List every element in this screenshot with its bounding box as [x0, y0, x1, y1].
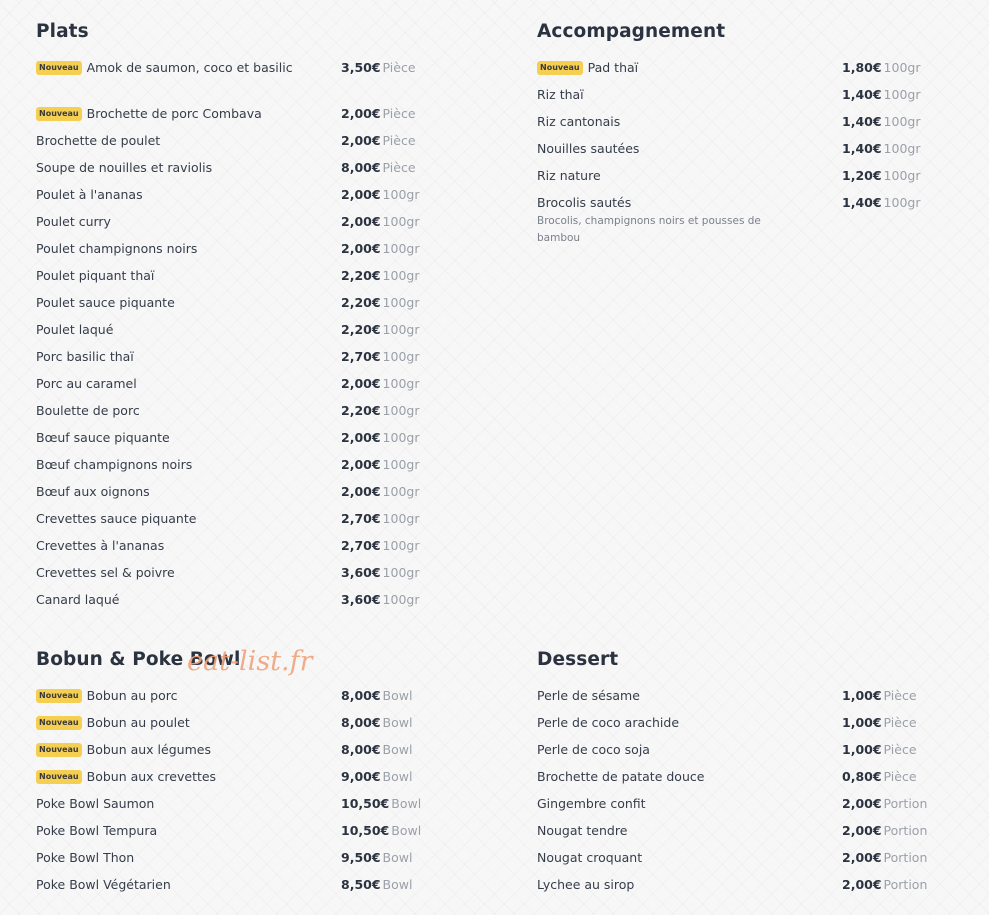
- price-unit: 100gr: [883, 114, 921, 129]
- menu-item-price: [341, 374, 419, 394]
- bobun-section: [36, 649, 422, 892]
- price-amount: 2,00€: [341, 457, 381, 472]
- menu-item-name: Poke Bowl Thon: [36, 850, 135, 865]
- menu-item: [36, 563, 421, 590]
- menu-item-name: Bobun aux légumes: [86, 742, 211, 757]
- menu-item-price: [341, 875, 412, 895]
- price-unit: 100gr: [382, 457, 420, 472]
- price-amount: 8,00€: [341, 688, 381, 703]
- new-badge: Nouveau: [36, 743, 82, 757]
- price-amount: 8,00€: [341, 715, 381, 730]
- menu-item-name: Perle de coco soja: [537, 742, 650, 757]
- price-amount: 1,00€: [842, 688, 882, 703]
- price-amount: 10,50€: [341, 796, 390, 811]
- menu-item-price: [341, 590, 419, 610]
- menu-item-price: [842, 821, 927, 841]
- menu-item-name: Porc basilic thaï: [36, 349, 134, 364]
- menu-item-price: [341, 347, 419, 367]
- menu-item-price: [842, 166, 920, 186]
- menu-item-info: [537, 166, 827, 186]
- menu-item-name: Nouilles sautées: [537, 141, 640, 156]
- menu-item: [36, 536, 421, 563]
- menu-item-name: Nougat croquant: [537, 850, 643, 865]
- menu-item-price: [341, 131, 416, 151]
- menu-item: [537, 166, 922, 193]
- menu-item: [36, 266, 421, 293]
- menu-item: [36, 58, 421, 104]
- menu-item-info: [36, 848, 326, 868]
- menu-item: [36, 848, 421, 875]
- menu-item-name: Poulet à l'ananas: [36, 187, 143, 202]
- menu-item-info: [36, 767, 326, 787]
- price-amount: 3,60€: [341, 592, 381, 607]
- menu-item-info: [36, 794, 326, 814]
- menu-item: [36, 320, 421, 347]
- menu-item: [36, 239, 421, 266]
- price-unit: 100gr: [883, 87, 921, 102]
- price-amount: 3,50€: [341, 60, 381, 75]
- menu-item-price: [842, 139, 920, 159]
- menu-item: [36, 428, 421, 455]
- price-unit: Pièce: [382, 160, 416, 175]
- menu-item: [537, 767, 922, 794]
- menu-item-name: Amok de saumon, coco et basilic: [86, 60, 293, 75]
- price-amount: 2,20€: [341, 268, 381, 283]
- price-amount: 2,00€: [341, 133, 381, 148]
- menu-item: [36, 347, 421, 374]
- menu-item: [36, 794, 421, 821]
- menu-item-name: Bœuf sauce piquante: [36, 430, 170, 445]
- menu-item: [36, 185, 421, 212]
- menu-item-info: [36, 266, 326, 286]
- menu-item-price: [842, 767, 917, 787]
- price-unit: Portion: [883, 823, 928, 838]
- price-amount: 8,50€: [341, 877, 381, 892]
- price-unit: 100gr: [883, 60, 921, 75]
- price-amount: 1,40€: [842, 141, 882, 156]
- menu-item-name: Brochette de porc Combava: [86, 106, 262, 121]
- menu-item-name: Crevettes sauce piquante: [36, 511, 197, 526]
- menu-item: [36, 293, 421, 320]
- price-unit: Bowl: [382, 877, 413, 892]
- price-amount: 1,80€: [842, 60, 882, 75]
- menu-item-info: [36, 104, 326, 124]
- price-unit: Pièce: [883, 742, 917, 757]
- menu-item-info: [36, 320, 326, 340]
- menu-item-price: [341, 58, 416, 78]
- accompagnement-section: [537, 21, 922, 244]
- menu-item-price: [341, 536, 419, 556]
- menu-item-info: [537, 193, 827, 247]
- price-amount: 2,70€: [341, 511, 381, 526]
- menu-item-info: [537, 875, 827, 895]
- menu-item-price: [341, 104, 416, 124]
- menu-item-info: [36, 428, 326, 448]
- menu-item-info: [36, 374, 326, 394]
- price-amount: 0,80€: [842, 769, 882, 784]
- menu-item: [537, 713, 922, 740]
- price-amount: 2,00€: [842, 850, 882, 865]
- price-amount: 9,00€: [341, 769, 381, 784]
- price-amount: 2,00€: [842, 823, 882, 838]
- accompagnement-list: [537, 58, 922, 247]
- plats-section: [36, 21, 421, 607]
- menu-item-info: [36, 239, 326, 259]
- price-amount: 3,60€: [341, 565, 381, 580]
- menu-item-price: [341, 428, 419, 448]
- plats-title: Plats: [36, 21, 89, 42]
- menu-item: [537, 821, 928, 848]
- menu-item-name: Poulet curry: [36, 214, 111, 229]
- menu-item-info: [36, 455, 326, 475]
- menu-item: [36, 212, 421, 239]
- menu-item-name: Porc au caramel: [36, 376, 137, 391]
- menu-item-info: [36, 590, 326, 610]
- price-unit: Bowl: [382, 769, 413, 784]
- menu-item-price: [842, 686, 917, 706]
- menu-item-price: [842, 794, 927, 814]
- menu-item-info: [537, 767, 827, 787]
- price-unit: Bowl: [391, 796, 422, 811]
- price-unit: 100gr: [382, 538, 420, 553]
- price-unit: 100gr: [883, 141, 921, 156]
- menu-item: [36, 104, 421, 131]
- menu-item-price: [341, 185, 419, 205]
- price-amount: 2,20€: [341, 295, 381, 310]
- menu-item-info: [537, 686, 827, 706]
- accompagnement-title: Accompagnement: [537, 21, 726, 42]
- menu-item: [36, 821, 421, 848]
- menu-item-name: Poulet sauce piquante: [36, 295, 175, 310]
- menu-item-info: [36, 740, 326, 760]
- new-badge: Nouveau: [36, 61, 82, 75]
- price-amount: 9,50€: [341, 850, 381, 865]
- price-amount: 2,00€: [341, 484, 381, 499]
- menu-item: [36, 767, 421, 794]
- menu-item-name: Riz cantonais: [537, 114, 621, 129]
- price-amount: 10,50€: [341, 823, 390, 838]
- menu-item: [36, 374, 421, 401]
- bobun-list: [36, 686, 421, 902]
- menu-item-info: [36, 482, 326, 502]
- menu-item-info: [36, 536, 326, 556]
- price-amount: 1,40€: [842, 195, 882, 210]
- price-unit: Portion: [883, 877, 928, 892]
- price-unit: Bowl: [382, 850, 413, 865]
- menu-item-name: Bobun aux crevettes: [86, 769, 217, 784]
- menu-item-price: [842, 875, 927, 895]
- price-unit: Pièce: [883, 769, 917, 784]
- price-unit: Pièce: [883, 688, 917, 703]
- price-unit: 100gr: [382, 241, 420, 256]
- price-unit: 100gr: [382, 565, 420, 580]
- menu-item: [537, 686, 922, 713]
- menu-item-info: [537, 139, 827, 159]
- menu-item-price: [842, 85, 920, 105]
- dessert-section: [537, 649, 928, 892]
- price-unit: Pièce: [883, 715, 917, 730]
- price-unit: 100gr: [382, 187, 420, 202]
- menu-item-price: [341, 794, 421, 814]
- menu-item: [537, 85, 922, 112]
- menu-item: [537, 794, 928, 821]
- price-unit: 100gr: [382, 214, 420, 229]
- menu-item-price: [341, 563, 419, 583]
- price-amount: 2,00€: [341, 106, 381, 121]
- menu-item-name: Pad thaï: [587, 60, 639, 75]
- menu-item-price: [341, 320, 419, 340]
- menu-item-name: Crevettes sel & poivre: [36, 565, 175, 580]
- menu-item-name: Boulette de porc: [36, 403, 140, 418]
- menu-item-name: Brochette de patate douce: [537, 769, 705, 784]
- menu-item-info: [36, 185, 326, 205]
- menu-item-info: [537, 740, 827, 760]
- menu-item-price: [341, 293, 419, 313]
- price-unit: 100gr: [382, 322, 420, 337]
- menu-item-name: Brochette de poulet: [36, 133, 161, 148]
- price-unit: 100gr: [382, 484, 420, 499]
- price-unit: Portion: [883, 850, 928, 865]
- menu-item-info: [537, 713, 827, 733]
- new-badge: Nouveau: [36, 689, 82, 703]
- menu-item: [36, 509, 421, 536]
- menu-item-name: Bobun au poulet: [86, 715, 190, 730]
- price-unit: 100gr: [382, 376, 420, 391]
- price-amount: 1,40€: [842, 114, 882, 129]
- price-amount: 2,70€: [341, 349, 381, 364]
- menu-item: [36, 158, 421, 185]
- menu-item: [537, 139, 922, 166]
- menu-item-price: [842, 848, 927, 868]
- menu-item-name: Brocolis sautés: [537, 195, 632, 210]
- menu-item-info: [36, 131, 326, 151]
- menu-item-info: [36, 401, 326, 421]
- menu-item: [36, 131, 421, 158]
- menu-item-price: [842, 713, 917, 733]
- menu-item-name: Poke Bowl Saumon: [36, 796, 155, 811]
- menu-item-name: Poulet laqué: [36, 322, 114, 337]
- price-unit: 100gr: [382, 349, 420, 364]
- menu-item-name: Crevettes à l'ananas: [36, 538, 165, 553]
- menu-item-price: [341, 821, 421, 841]
- menu-item-name: Gingembre confit: [537, 796, 646, 811]
- menu-item-info: [36, 563, 326, 583]
- menu-item-info: [36, 212, 326, 232]
- menu-item-price: [341, 848, 412, 868]
- dessert-title: Dessert: [537, 649, 619, 670]
- menu-item: [537, 112, 922, 139]
- menu-item: [537, 875, 928, 902]
- menu-item-name: Poulet champignons noirs: [36, 241, 198, 256]
- price-unit: Bowl: [382, 688, 413, 703]
- price-amount: 2,00€: [341, 241, 381, 256]
- price-unit: 100gr: [883, 195, 921, 210]
- watermark-logo: eat-list.fr: [187, 646, 313, 677]
- price-unit: 100gr: [382, 268, 420, 283]
- menu-item-name: Poke Bowl Tempura: [36, 823, 158, 838]
- price-amount: 2,00€: [341, 187, 381, 202]
- menu-item: [537, 740, 922, 767]
- menu-item-price: [341, 482, 419, 502]
- price-unit: 100gr: [382, 592, 420, 607]
- menu-item-info: [36, 158, 326, 178]
- menu-item: [537, 193, 922, 247]
- price-amount: 2,20€: [341, 403, 381, 418]
- price-amount: 2,70€: [341, 538, 381, 553]
- menu-item-name: Lychee au sirop: [537, 877, 635, 892]
- price-amount: 1,00€: [842, 715, 882, 730]
- menu-item-price: [341, 158, 416, 178]
- price-unit: Pièce: [382, 133, 416, 148]
- menu-item-price: [341, 212, 419, 232]
- menu-item: [36, 713, 421, 740]
- menu-item-name: Bobun au porc: [86, 688, 178, 703]
- menu-item: [36, 740, 421, 767]
- menu-item-name: Riz nature: [537, 168, 601, 183]
- menu-item: [36, 875, 421, 902]
- new-badge: Nouveau: [537, 61, 583, 75]
- price-amount: 2,00€: [842, 877, 882, 892]
- menu-item: [36, 590, 421, 617]
- menu-item-info: [537, 58, 827, 78]
- menu-item-name: Riz thaï: [537, 87, 584, 102]
- menu-item-info: [36, 509, 326, 529]
- menu-item-name: Bœuf aux oignons: [36, 484, 150, 499]
- menu-item-info: [537, 821, 827, 841]
- menu-item-price: [842, 112, 920, 132]
- price-amount: 1,00€: [842, 742, 882, 757]
- new-badge: Nouveau: [36, 770, 82, 784]
- menu-item-price: [842, 58, 920, 78]
- menu-item-price: [341, 767, 412, 787]
- menu-item-price: [341, 509, 419, 529]
- menu-item-price: [341, 713, 412, 733]
- menu-item-price: [341, 266, 419, 286]
- menu-item: [537, 58, 922, 85]
- price-unit: Bowl: [382, 742, 413, 757]
- menu-item-info: [36, 58, 326, 78]
- menu-item-info: [537, 112, 827, 132]
- menu-item-price: [341, 740, 412, 760]
- menu-item-name: Poke Bowl Végétarien: [36, 877, 171, 892]
- menu-item: [36, 455, 421, 482]
- menu-item-price: [842, 193, 920, 213]
- menu-item-price: [341, 239, 419, 259]
- price-unit: 100gr: [382, 430, 420, 445]
- menu-item-price: [341, 455, 419, 475]
- menu-item-info: [36, 293, 326, 313]
- menu-item-name: Nougat tendre: [537, 823, 628, 838]
- menu-item: [537, 848, 928, 875]
- menu-item-info: [36, 875, 326, 895]
- new-badge: Nouveau: [36, 107, 82, 121]
- menu-item-info: [36, 713, 326, 733]
- price-amount: 1,20€: [842, 168, 882, 183]
- price-unit: Bowl: [382, 715, 413, 730]
- menu-item: [36, 686, 421, 713]
- menu-item: [36, 401, 421, 428]
- price-unit: Pièce: [382, 60, 416, 75]
- price-unit: Portion: [883, 796, 928, 811]
- price-amount: 2,20€: [341, 322, 381, 337]
- menu-item-name: Perle de coco arachide: [537, 715, 680, 730]
- menu-item-info: [537, 848, 827, 868]
- price-unit: 100gr: [883, 168, 921, 183]
- bobun-title: Bobun & Poke Bowl: [36, 649, 241, 670]
- price-amount: 1,40€: [842, 87, 882, 102]
- price-amount: 2,00€: [341, 430, 381, 445]
- menu-item-name: Canard laqué: [36, 592, 120, 607]
- price-unit: Pièce: [382, 106, 416, 121]
- plats-list: [36, 58, 421, 617]
- menu-item-info: [36, 347, 326, 367]
- price-unit: 100gr: [382, 511, 420, 526]
- price-amount: 2,00€: [341, 214, 381, 229]
- price-amount: 2,00€: [842, 796, 882, 811]
- price-unit: 100gr: [382, 403, 420, 418]
- price-unit: Bowl: [391, 823, 422, 838]
- menu-item-price: [341, 686, 412, 706]
- menu-item-name: Soupe de nouilles et raviolis: [36, 160, 213, 175]
- menu-item-info: [537, 794, 827, 814]
- menu-item-name: Bœuf champignons noirs: [36, 457, 193, 472]
- menu-item-info: [36, 821, 326, 841]
- menu-item-name: Perle de sésame: [537, 688, 640, 703]
- menu-item: [36, 482, 421, 509]
- price-amount: 8,00€: [341, 742, 381, 757]
- menu-item-name: Poulet piquant thaï: [36, 268, 155, 283]
- menu-item-info: [537, 85, 827, 105]
- price-amount: 8,00€: [341, 160, 381, 175]
- menu-item-description: Brocolis, champignons noirs et pousses de bambou: [537, 215, 761, 244]
- dessert-list: [537, 686, 928, 902]
- new-badge: Nouveau: [36, 716, 82, 730]
- price-amount: 2,00€: [341, 376, 381, 391]
- menu-item-info: [36, 686, 326, 706]
- price-unit: 100gr: [382, 295, 420, 310]
- menu-item-price: [842, 740, 917, 760]
- menu-item-price: [341, 401, 419, 421]
